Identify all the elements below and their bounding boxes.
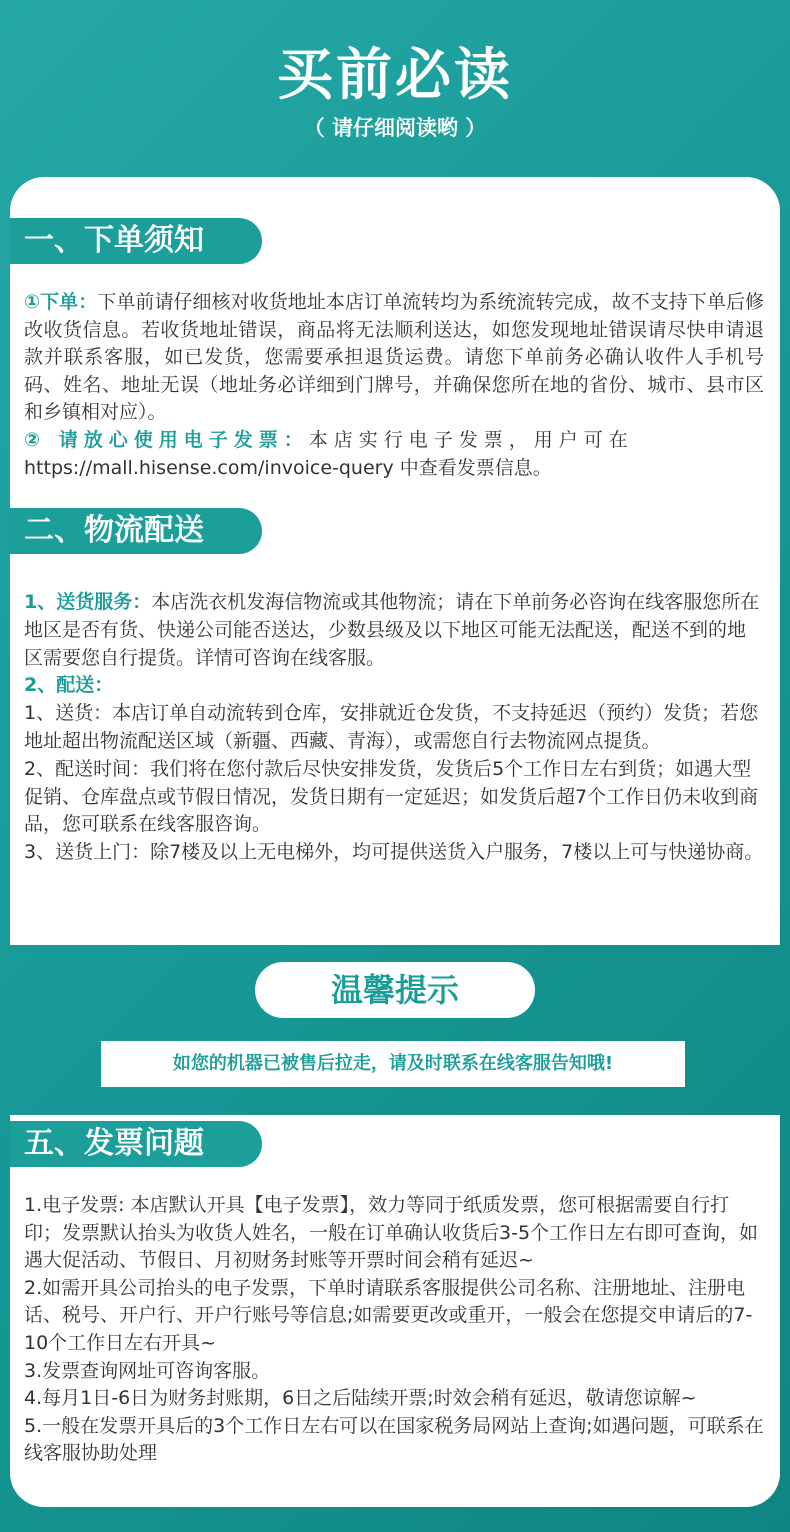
info-card-bottom <box>10 1115 780 1507</box>
invoice-item: 1.电子发票: 本店默认开具【电子发票】，效力等同于纸质发票，您可根据需要自行打印；发票默认抬头为收货人姓名，一般在订单确认收货后3-5个工作日左右即可查询，如遇大促活动、节假日、月初财务封账等开票时间会稍有延迟~ <box>24 1194 759 1272</box>
order-notice-item-2-label: ② 请放心使用电子发票： <box>24 428 309 451</box>
invoice-item: 3.发票查询网址可咨询客服。 <box>24 1359 271 1382</box>
info-card-top <box>10 177 780 945</box>
logistics-service-text: 本店洗衣机发海信物流或其他物流；请在下单前务必咨询在线客服您所在地区是否有货、快递公司能否送达，少数县级及以下地区可能无法配送，配送不到的地区需要您自行提货。详情可咨询在线客服。 <box>24 591 760 669</box>
delivery-item: 1、送货：本店订单自动流转到仓库，安排就近仓发货，不支持延迟（预约）发货；若您地址超出物流配送区域（新疆、西藏、青海），或需您自行去物流网点提货。 <box>24 702 759 752</box>
section-heading-invoice: 五、发票问题 <box>10 1121 262 1167</box>
page-title: 买前必读 <box>277 43 513 108</box>
order-notice-item-1-text: 下单前请仔细核对收货地址本店订单流转均为系统流转完成，故不支持下单后修改收货信息。若收货地址错误，商品将无法顺利送达，如您发现地址错误请尽快申请退款并联系客服，如已发货，您需要承担退货运费。请您下单前务必确认收件人手机号码、姓名、地址无误（地址务必详细到门牌号，并确保您所在地的省份、城市、县市区和乡镇相对应）。 <box>24 291 764 424</box>
invoice-item: 5.一般在发票开具后的3个工作日左右可以在国家税务局网站上查询;如遇问题，可联系在线客服协助处理 <box>24 1414 764 1465</box>
page-header <box>0 0 790 178</box>
tips-message-box: 如您的机器已被售后拉走，请及时联系在线客服告知哦! <box>101 1041 685 1087</box>
invoice-item: 2.如需开具公司抬头的电子发票，下单时请联系客服提供公司名称、注册地址、注册电话、税号、开户行、开户行账号等信息;如需要更改或重开，一般会在您提交申请后的7-10个工作日左右开具~ <box>24 1276 753 1354</box>
delivery-label: 2、配送： <box>24 674 114 697</box>
invoice-query-link-text: https://mall.hisense.com/invoice-query 中查看发票信息。 <box>24 456 552 479</box>
logistics-service-label: 1、送货服务： <box>24 591 152 613</box>
section-heading-order-notice: 一、下单须知 <box>10 218 262 264</box>
logistics-text <box>24 589 764 867</box>
delivery-item: 3、送货上门：除7楼及以上无电梯外，均可提供送货入户服务，7楼以上可与快递协商。 <box>24 841 764 864</box>
order-notice-item-2-text-a: 本店实行电子发票，用户可在 <box>308 428 634 451</box>
delivery-item: 2、配送时间：我们将在您付款后尽快安排发货，发货后5个工作日左右到货；如遇大型促销、仓库盘点或节假日情况，发货日期有一定延迟；如发货后超7个工作日仍未收到商品，您可联系在线客服咨询。 <box>24 757 759 836</box>
order-notice-item-1 <box>24 289 764 427</box>
order-notice-text <box>24 289 764 482</box>
order-notice-item-2 <box>24 427 764 482</box>
section-heading-logistics: 二、物流配送 <box>10 508 262 554</box>
page-subtitle: （ 请仔细阅读哟 ） <box>303 116 487 140</box>
logistics-service <box>24 589 764 672</box>
order-notice-item-1-label: ①下单： <box>24 291 98 313</box>
invoice-text <box>24 1192 764 1468</box>
tips-heading: 温馨提示 <box>255 962 535 1018</box>
invoice-item: 4.每月1日-6日为财务封账期，6日之后陆续开票;时效会稍有延迟，敬请您谅解~ <box>24 1387 697 1410</box>
